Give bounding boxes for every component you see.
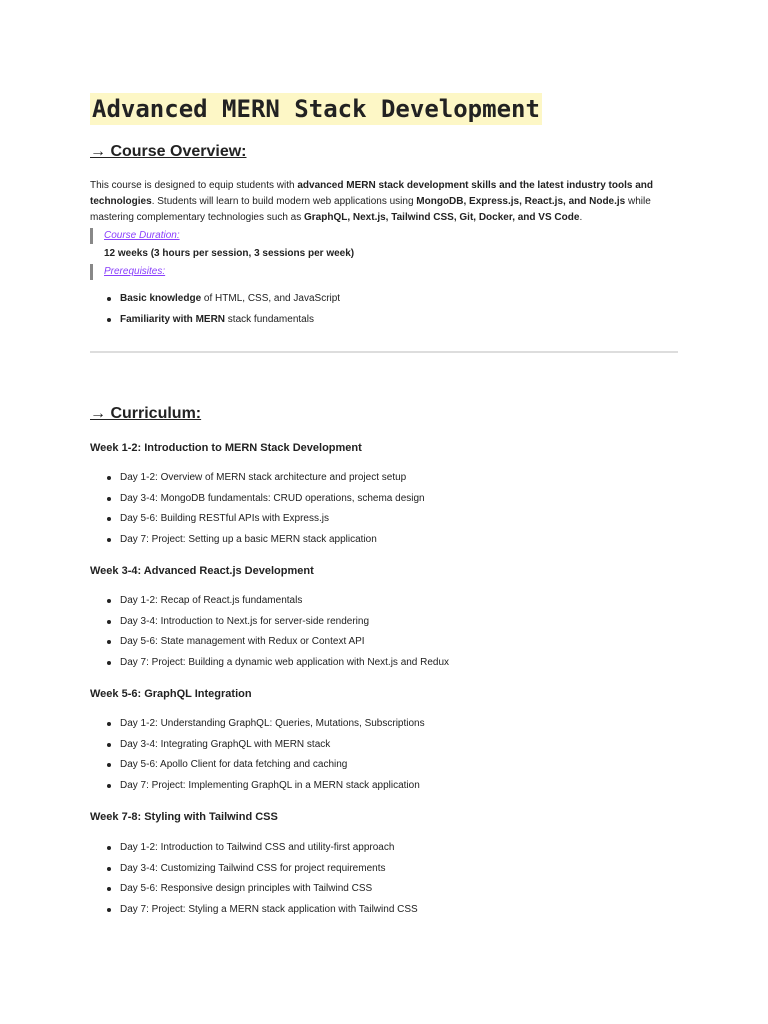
list-item: Day 5-6: Building RESTful APIs with Express.js	[90, 513, 425, 534]
list-item	[90, 293, 340, 314]
intro-text-3: while mastering complementary technologies such as	[90, 196, 651, 223]
list-item: Day 5-6: State management with Redux or Context API	[90, 636, 449, 657]
list-item: Day 7: Project: Implementing GraphQL in a MERN stack application	[90, 780, 425, 801]
week-heading: Week 5-6: GraphQL Integration	[90, 688, 252, 700]
course-duration-quote	[90, 228, 180, 244]
horizontal-divider	[90, 351, 678, 353]
list-item: Day 3-4: Integrating GraphQL with MERN stack	[90, 739, 425, 760]
intro-text-2: . Students will learn to build modern web applications using	[151, 196, 417, 207]
course-intro-paragraph	[90, 178, 680, 226]
week-day-list	[90, 842, 418, 924]
week-heading: Week 7-8: Styling with Tailwind CSS	[90, 811, 278, 823]
list-item: Day 5-6: Apollo Client for data fetching and caching	[90, 759, 425, 780]
prerequisites-link[interactable]: Prerequisites:	[104, 266, 166, 277]
list-item: Day 1-2: Overview of MERN stack architecture and project setup	[90, 472, 425, 493]
list-item: Day 7: Project: Setting up a basic MERN stack application	[90, 534, 425, 555]
course-duration-value: 12 weeks (3 hours per session, 3 sessions per week)	[104, 248, 355, 259]
prereq-text: stack fundamentals	[225, 313, 314, 325]
week-heading: Week 1-2: Introduction to MERN Stack Development	[90, 442, 362, 454]
intro-bold-3: GraphQL, Next.js, Tailwind CSS, Git, Docker, and VS Code	[304, 212, 580, 223]
list-item: Day 3-4: Customizing Tailwind CSS for project requirements	[90, 863, 418, 884]
week-day-list	[90, 718, 425, 800]
course-overview-heading: → Course Overview:	[90, 143, 247, 160]
intro-bold-1: advanced MERN stack development skills and the latest industry tools and technologies	[90, 180, 653, 207]
week-heading: Week 3-4: Advanced React.js Development	[90, 565, 314, 577]
intro-text-1: This course is designed to equip students with	[90, 180, 298, 191]
list-item: Day 3-4: MongoDB fundamentals: CRUD operations, schema design	[90, 493, 425, 514]
list-item: Day 7: Project: Building a dynamic web application with Next.js and Redux	[90, 657, 449, 678]
prerequisites-list	[90, 293, 340, 334]
list-item: Day 1-2: Introduction to Tailwind CSS and utility-first approach	[90, 842, 418, 863]
week-day-list	[90, 472, 425, 554]
prereq-bold: Basic knowledge	[120, 293, 202, 304]
intro-text-4: .	[579, 212, 583, 223]
list-item: Day 7: Project: Styling a MERN stack application with Tailwind CSS	[90, 904, 418, 925]
page-title: Advanced MERN Stack Development	[92, 95, 540, 123]
list-item	[90, 314, 340, 335]
list-item: Day 5-6: Responsive design principles with Tailwind CSS	[90, 883, 418, 904]
prereq-text: of HTML, CSS, and JavaScript	[201, 293, 341, 304]
intro-bold-2: MongoDB, Express.js, React.js, and Node.js	[416, 196, 626, 207]
list-item: Day 3-4: Introduction to Next.js for server-side rendering	[90, 616, 449, 637]
course-duration-link[interactable]: Course Duration:	[104, 230, 180, 241]
list-item: Day 1-2: Understanding GraphQL: Queries, Mutations, Subscriptions	[90, 718, 425, 739]
prereq-bold: Familiarity with MERN	[120, 313, 226, 325]
prerequisites-quote	[90, 264, 165, 280]
week-day-list	[90, 595, 449, 677]
curriculum-heading: → Curriculum:	[90, 405, 202, 422]
list-item: Day 1-2: Recap of React.js fundamentals	[90, 595, 449, 616]
